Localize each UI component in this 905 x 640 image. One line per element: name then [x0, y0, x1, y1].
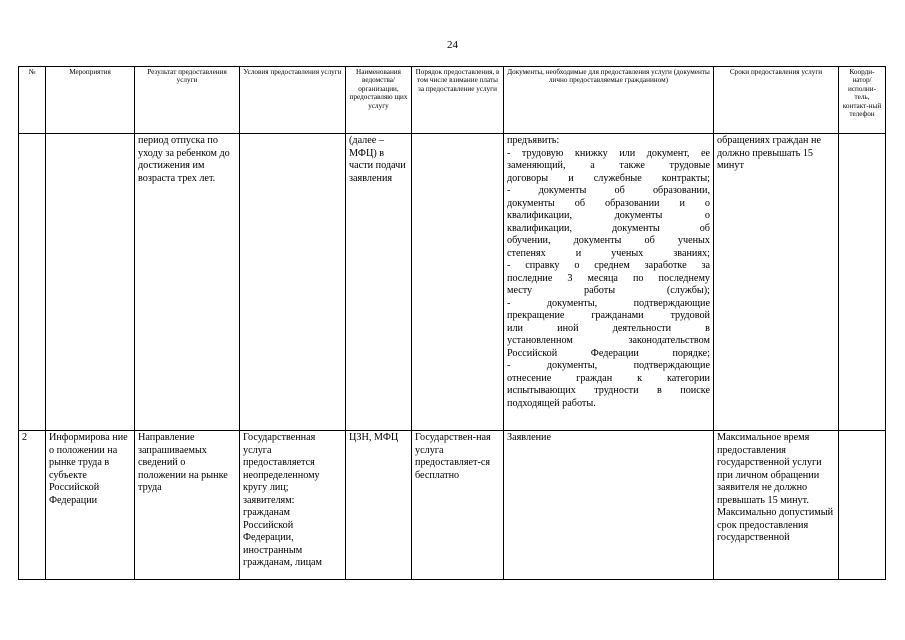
- header-agency: Наименования ведомства/ организации, предоставляю щих услугу: [346, 67, 412, 134]
- cell-documents: [504, 134, 714, 431]
- cell-conditions: Государственная услуга предоставляется неопределенному кругу лиц; заявителям: гражданам Российской Федерации, иностранным гражданам, лицам: [240, 431, 346, 580]
- cell-order: [412, 134, 504, 431]
- table-row: [19, 134, 886, 431]
- document-line: квалификации, документы об: [507, 222, 710, 234]
- cell-coordinator: [839, 134, 886, 431]
- cell-order: Государствен-ная услуга предоставляет-ся бесплатно: [412, 431, 504, 580]
- cell-event: Информирова ние о положении на рынке труда в субъекте Российской Федерации: [46, 431, 135, 580]
- cell-agency: ЦЗН, МФЦ: [346, 431, 412, 580]
- document-line: подходящей работы.: [507, 397, 596, 409]
- document-line: установленном законодательством: [507, 335, 710, 346]
- cell-conditions: [240, 134, 346, 431]
- services-table: [18, 66, 886, 580]
- cell-result: период отпуска по уходу за ребенком до достижения им возраста трех лет.: [135, 134, 240, 431]
- cell-coordinator: [839, 431, 886, 580]
- cell-number: [19, 134, 46, 431]
- page-number: 24: [447, 39, 458, 51]
- document-line: - трудовую книжку или документ, ее: [507, 147, 710, 159]
- document-line: Российской Федерации порядке;: [507, 347, 710, 359]
- document-line: обучении, документы об ученых: [507, 235, 710, 246]
- document-line: - документы, подтверждающие: [507, 360, 710, 371]
- document-line: отнесение граждан к категории: [507, 372, 710, 384]
- header-conditions: Условия предоставления услуги: [240, 67, 346, 134]
- table-row: [19, 431, 886, 580]
- header-order: Порядок предоставления, в том числе взимание платы за предоставление услуги: [412, 67, 504, 134]
- header-event: Мероприятия: [46, 67, 135, 134]
- document-line: заменяющий, а также трудовые: [507, 160, 710, 171]
- document-line: - документы, подтверждающие: [507, 297, 710, 309]
- document-line: предъявить:: [507, 135, 560, 146]
- header-number: №: [19, 67, 46, 134]
- document-line: квалификации, документы о: [507, 210, 710, 221]
- document-line: месту работы (службы);: [507, 285, 710, 296]
- cell-number: 2: [19, 431, 46, 580]
- cell-event: [46, 134, 135, 431]
- cell-terms: Максимальное время предоставления государственной услуги при личном обращении заявителя не должно превышать 15 минут. Максимально допустимый срок предоставления государственной: [714, 431, 839, 580]
- document-line: договоры и служебные контракты;: [507, 172, 710, 184]
- cell-documents: Заявление: [504, 431, 714, 580]
- header-documents: Документы, необходимые для предоставления услуги (документы лично предоставляемые гражданином): [504, 67, 714, 134]
- document-line: прекращение гражданами трудовой: [507, 310, 710, 321]
- document-line: степенях и ученых званиях;: [507, 247, 710, 259]
- document-line: - документы об образовании,: [507, 185, 710, 196]
- cell-terms: обращениях граждан не должно превышать 15 минут: [714, 134, 839, 431]
- document-line: документы об образовании и о: [507, 197, 710, 209]
- cell-agency: (далее – МФЦ) в части подачи заявления: [346, 134, 412, 431]
- document-line: - справку о среднем заработке за: [507, 260, 710, 271]
- header-terms: Сроки предоставления услуги: [714, 67, 839, 134]
- cell-result: Направление запрашиваемых сведений о положении на рынке труда: [135, 431, 240, 580]
- document-line: испытывающих трудности в поиске: [507, 385, 710, 396]
- document-line: последние 3 месяца по последнему: [507, 272, 710, 284]
- document-line: или иной деятельности в: [507, 322, 710, 334]
- header-coordinator: Коорди-натор/ исполни-тель, контакт-ный телефон: [839, 67, 886, 134]
- header-result: Результат предоставления услуги: [135, 67, 240, 134]
- header-row: [19, 67, 886, 134]
